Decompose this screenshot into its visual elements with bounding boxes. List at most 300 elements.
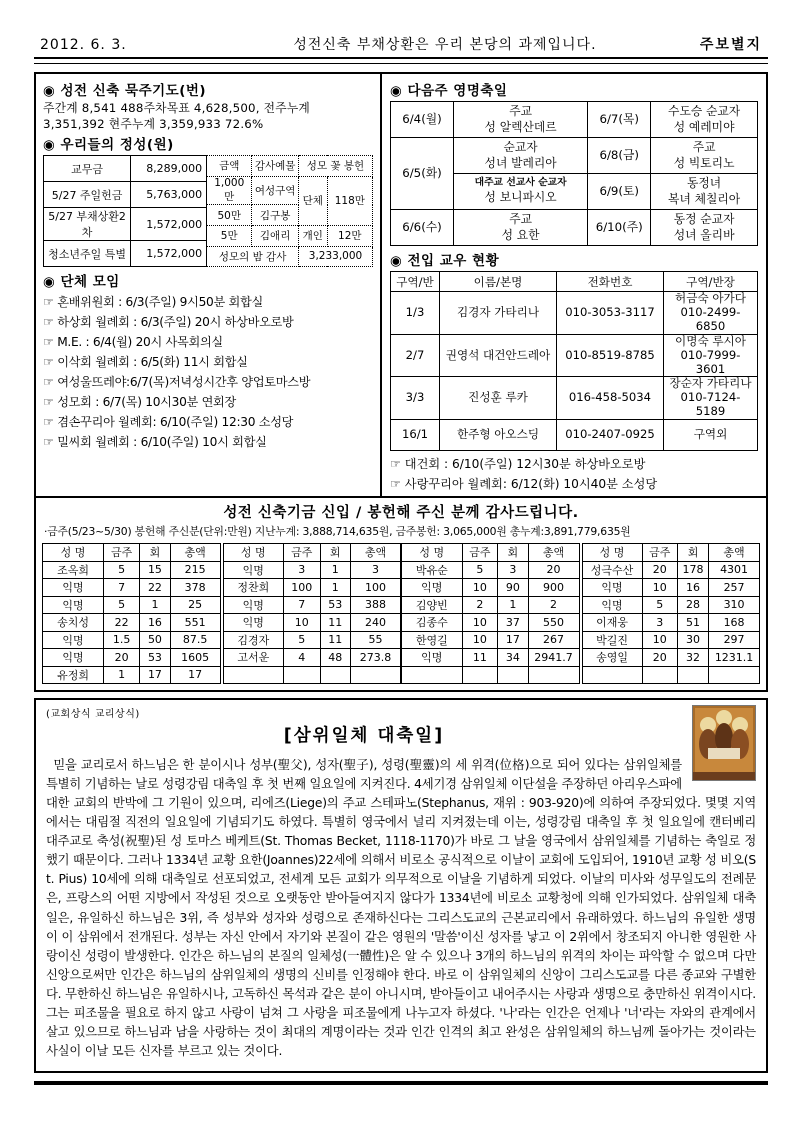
offering-table bbox=[43, 155, 207, 267]
meetings-list bbox=[43, 292, 373, 452]
leader-phone: 010-7999-3601 bbox=[680, 347, 741, 376]
header-rule bbox=[34, 63, 768, 64]
fund-row bbox=[223, 631, 401, 649]
col-total: 총액 bbox=[709, 544, 760, 562]
newcomers-title: ◉ 전입 교우 현황 bbox=[390, 253, 500, 269]
donor-count: 34 bbox=[498, 649, 528, 667]
saint-title: 주교 bbox=[509, 104, 533, 119]
donor-count: 22 bbox=[140, 579, 170, 597]
col-donor-name: 성 명 bbox=[43, 544, 104, 562]
newcomer-zone: 1/3 bbox=[391, 292, 440, 335]
newcomer-phone: 010-2407-0925 bbox=[557, 420, 664, 451]
feast-row bbox=[391, 210, 758, 246]
thanks-header-row bbox=[207, 156, 373, 177]
rosary-title: ◉ 성전 신축 묵주기도(번) bbox=[43, 83, 207, 99]
offering-amount: 5,763,000 bbox=[131, 182, 207, 208]
donor-name: 성극수산 bbox=[582, 561, 642, 579]
col-total: 총액 bbox=[170, 544, 220, 562]
col-count: 회 bbox=[320, 544, 350, 562]
page-header bbox=[34, 34, 768, 59]
donor-week: 3 bbox=[642, 614, 677, 632]
donor-name: 박길진 bbox=[582, 631, 642, 649]
leader-name: 허금숙 아가다 bbox=[675, 291, 746, 305]
donor-week bbox=[642, 666, 677, 684]
fund-row bbox=[402, 649, 580, 667]
fund-row bbox=[582, 631, 760, 649]
donor-count: 178 bbox=[677, 561, 708, 579]
meeting-item: ☞ 하상회 월례회 : 6/3(주일) 20시 하상바오로방 bbox=[43, 315, 294, 330]
leader-name: 장순자 가타리나 bbox=[669, 376, 752, 391]
col-leader: 구역/반장 bbox=[664, 272, 758, 292]
newcomer-zone: 3/3 bbox=[391, 377, 440, 420]
donor-count: 48 bbox=[320, 649, 350, 667]
feast-saint bbox=[651, 102, 758, 138]
fund-row bbox=[223, 666, 401, 684]
saint-name: 복녀 체칠리아 bbox=[668, 191, 741, 206]
donor-total: 2 bbox=[528, 596, 579, 614]
donor-week: 5 bbox=[104, 596, 140, 614]
feast-date: 6/10(주) bbox=[588, 210, 651, 246]
thanks-night-row bbox=[207, 246, 373, 267]
donor-total bbox=[528, 666, 579, 684]
trinity-icon-art bbox=[693, 706, 755, 780]
donor-week: 1.5 bbox=[104, 631, 140, 649]
saint-title: 순교자 bbox=[503, 140, 538, 155]
offering-tables bbox=[43, 155, 373, 267]
leader-name: 구역외 bbox=[693, 427, 728, 442]
newcomer-row bbox=[391, 334, 758, 377]
donor-week: 100 bbox=[284, 579, 320, 597]
newcomer-phone: 010-8519-8785 bbox=[557, 334, 664, 377]
newcomer-row bbox=[391, 292, 758, 335]
newcomer-leader bbox=[664, 420, 758, 451]
donor-name: 익명 bbox=[223, 614, 284, 632]
note-item: ☞ 대건회 : 6/10(주일) 12시30분 하상바오로방 bbox=[390, 457, 646, 472]
col-donor-name: 성 명 bbox=[582, 544, 642, 562]
offering-label: 교무금 bbox=[44, 156, 131, 182]
donor-count bbox=[498, 666, 528, 684]
donor-total: 20 bbox=[528, 561, 579, 579]
donor-name: 김종수 bbox=[402, 614, 463, 632]
donor-name: 조옥희 bbox=[43, 561, 104, 579]
donor-total: 215 bbox=[170, 561, 220, 579]
feast-saint bbox=[651, 174, 758, 210]
donor-count: 11 bbox=[320, 631, 350, 649]
meeting-item: ☞ 이삭회 월례회 : 6/5(화) 11시 회합실 bbox=[43, 355, 248, 370]
fund-row bbox=[582, 596, 760, 614]
donor-name: 익명 bbox=[402, 649, 463, 667]
donor-name: 익명 bbox=[43, 579, 104, 597]
offering-label: 5/27 부채상환2차 bbox=[44, 208, 131, 241]
saint-title: 수도승 순교자 bbox=[668, 104, 741, 119]
saint-name: 성 보니파시오 bbox=[484, 190, 557, 205]
newcomers-header-row bbox=[391, 272, 758, 292]
col-count: 회 bbox=[677, 544, 708, 562]
article-box bbox=[34, 698, 768, 1073]
donor-total: 551 bbox=[170, 614, 220, 632]
fund-row bbox=[402, 614, 580, 632]
donor-count: 1 bbox=[498, 596, 528, 614]
offering-title: ◉ 우리들의 정성(원) bbox=[43, 137, 174, 154]
donor-count: 90 bbox=[498, 579, 528, 597]
thanks-head-flower: 성모 꽃 봉헌 bbox=[299, 156, 373, 177]
donor-week: 10 bbox=[642, 579, 677, 597]
feast-title: ◉ 다음주 영명축일 bbox=[390, 83, 508, 99]
donor-name: 익명 bbox=[582, 579, 642, 597]
feast-date: 6/4(월) bbox=[391, 102, 454, 138]
fund-row bbox=[582, 579, 760, 597]
donor-count: 1 bbox=[320, 579, 350, 597]
donor-name: 송영일 bbox=[582, 649, 642, 667]
offering-row bbox=[44, 156, 207, 182]
donor-total: 378 bbox=[170, 579, 220, 597]
donor-count: 16 bbox=[677, 579, 708, 597]
donor-week: 7 bbox=[104, 579, 140, 597]
fund-title: 성전 신축기금 신입 / 봉헌해 주신 분께 감사드립니다. bbox=[223, 505, 579, 522]
fund-header-row bbox=[402, 544, 580, 562]
fund-tables bbox=[42, 543, 760, 684]
donor-total: 267 bbox=[528, 631, 579, 649]
donor-total: 257 bbox=[709, 579, 760, 597]
offering-row bbox=[44, 241, 207, 267]
thanks-amount: 50만 bbox=[207, 205, 252, 226]
saint-title: 동정녀 bbox=[687, 176, 722, 191]
notes-list bbox=[390, 454, 758, 494]
donor-week: 5 bbox=[284, 631, 320, 649]
feast-saint bbox=[454, 138, 588, 174]
newcomer-zone: 2/7 bbox=[391, 334, 440, 377]
donor-name: 익명 bbox=[223, 561, 284, 579]
issue-date: 2012. 6. 3. bbox=[40, 37, 127, 53]
fund-row bbox=[582, 561, 760, 579]
saint-name: 성녀 발레리아 bbox=[484, 155, 557, 170]
fund-row bbox=[402, 579, 580, 597]
col-week: 금주 bbox=[642, 544, 677, 562]
saint-title: 동정 순교자 bbox=[673, 212, 735, 227]
donor-total: 297 bbox=[709, 631, 760, 649]
donor-count: 37 bbox=[498, 614, 528, 632]
article-title: [삼위일체 대축일] bbox=[283, 726, 445, 747]
feast-date: 6/7(목) bbox=[588, 102, 651, 138]
feast-row bbox=[391, 138, 758, 174]
donor-total bbox=[709, 666, 760, 684]
meeting-item: ☞ M.E. : 6/4(월) 20시 사목회의실 bbox=[43, 335, 223, 350]
fund-table bbox=[223, 543, 402, 684]
donor-count: 17 bbox=[140, 666, 170, 684]
donor-count: 16 bbox=[140, 614, 170, 632]
donor-total: 550 bbox=[528, 614, 579, 632]
donor-name bbox=[402, 666, 463, 684]
thanks-head-gift: 감사예물 bbox=[252, 156, 299, 177]
article-body: 믿을 교리로서 하느님은 한 분이시나 성부(聖父), 성자(聖子), 성령(聖靈)의 세 위격(位格)으로 되어 있다는 삼위일체를 특별히 기념하는 날로 성령강림 대축일 후 첫 번째 일요일에 지켜진다. 4세기경 삼위일체 이단설을 주장하던 아리우스파에 대한 교회의 반박에 그 기원이 있으며, 리에즈(Liege)의 주교 스테파노(Stephanus, 재위 : 903-920)에 의하여 주장되었다. 몇몇 지역에서는 대림절 직전의 일요일에 기념되기도 하였다. 특별히 영국에서 널리 지켜졌는데 이는, 성령강림 대축일 후 첫 일요일에 캔터베리 대주교로 축성(祝聖)된 성 토마스 베케트(St. Thomas Becket, 1118-1170)가 바로 그 날을 영국에서 삼위일체를 기념하는 축일로 정했기 때문이다. 그러나 1334년 교황 요한(Joannes)22세에 의해서 비로소 공식적으로 이날이 교회에 도입되어, 1910년 교황 성 비오(St. Pius) 10세에 의해 대축일로 선포되었고, 전세계 모든 교회가 의무적으로 이날을 기념하게 되었다. 이날의 미사와 성무일도의 전례문은, 프랑스의 어떤 지방에서 작성된 것으로 오랫동안 받아들여지지 않다가 1334년에 비로소 교황청에 의해 인가되었다. 삼위일체 대축일은, 유일하신 하느님은 3위, 즉 성부와 성자와 성령으로 존재하신다는 그리스도교의 근본교리에서 유래하였다. 하느님의 유일한 생명이 이 삼위에서 전개된다. 성부는 자신 안에서 자기와 본질이 같은 영원의 '말씀'이신 성자를 낳고 이 2위에서 창조되지 아니한 영원한 사랑이신 성령이 발생한다. 인간은 하느님의 본질의 일체성(一體性)은 알 수 있으나 3개의 하느님의 위격의 차이는 파악할 수 없으며 다만 신앙으로써만 인간은 하느님의 삼위일체의 생명의 신비를 인정해야 한다. 바로 이 삼위일체의 신앙이 그리스도교를 다른 종교와 구별한다. 무한하신 하느님은 유일하시나, 고독하신 목석과 같은 분이 아니시며, 받아들이고 내어주시는 사랑과 생명으로 충만하신 위격이시다. 그는 피조물을 필요로 하지 않고 사랑이 넘쳐 그 사랑을 피조물에게 나누고자 하셨다. '나'라는 인간은 언제나 '너'라는 자와의 관계에서 살고 있으므로 하느님과 남을 사랑하는 것이 최대의 계명이라는 것과 인간 인격의 최고 완성은 삼위일체의 하느님께 돌아가는 것이라는 사실이 이날 모든 신자를 부르고 있는 것이다. bbox=[46, 758, 756, 1058]
leader-phone: 010-2499-6850 bbox=[680, 304, 741, 333]
leader-name: 이명숙 루시아 bbox=[675, 333, 746, 348]
col-donor-name: 성 명 bbox=[223, 544, 284, 562]
fund-table bbox=[42, 543, 221, 684]
col-week: 금주 bbox=[104, 544, 140, 562]
newcomer-row bbox=[391, 377, 758, 420]
newcomers-table bbox=[390, 271, 758, 451]
leader-phone: 010-7124-5189 bbox=[680, 390, 741, 419]
donor-total: 240 bbox=[350, 614, 400, 632]
col-week: 금주 bbox=[284, 544, 320, 562]
offering-amount: 1,572,000 bbox=[131, 208, 207, 241]
donor-count: 11 bbox=[320, 614, 350, 632]
donor-total: 55 bbox=[350, 631, 400, 649]
newcomer-leader bbox=[664, 377, 758, 420]
donor-total: 900 bbox=[528, 579, 579, 597]
donor-name: 고서운 bbox=[223, 649, 284, 667]
donor-total: 1231.1 bbox=[709, 649, 760, 667]
saint-title: 대주교 선교사 순교자 bbox=[474, 177, 567, 189]
fund-row bbox=[582, 614, 760, 632]
fund-row bbox=[223, 614, 401, 632]
offering-row bbox=[44, 208, 207, 241]
feast-saint bbox=[454, 210, 588, 246]
donor-week: 7 bbox=[284, 596, 320, 614]
donor-name: 익명 bbox=[43, 596, 104, 614]
donor-week: 5 bbox=[642, 596, 677, 614]
col-total: 총액 bbox=[528, 544, 579, 562]
donor-total: 3 bbox=[350, 561, 400, 579]
col-phone: 전화번호 bbox=[557, 272, 664, 292]
feast-table bbox=[390, 101, 758, 246]
saint-name: 성녀 올리바 bbox=[673, 227, 735, 242]
info-box bbox=[34, 72, 768, 498]
feast-date: 6/9(토) bbox=[588, 174, 651, 210]
donor-total: 310 bbox=[709, 596, 760, 614]
col-donor-name: 성 명 bbox=[402, 544, 463, 562]
donor-count: 32 bbox=[677, 649, 708, 667]
donor-name: 송치성 bbox=[43, 614, 104, 632]
donor-total: 388 bbox=[350, 596, 400, 614]
donor-count: 28 bbox=[677, 596, 708, 614]
donor-count: 30 bbox=[677, 631, 708, 649]
donor-week: 1 bbox=[104, 666, 140, 684]
saint-name: 성 예레미야 bbox=[673, 119, 735, 134]
donor-count: 1 bbox=[140, 596, 170, 614]
fund-row bbox=[582, 666, 760, 684]
donor-name: 이재웅 bbox=[582, 614, 642, 632]
fund-table bbox=[582, 543, 761, 684]
donor-week: 10 bbox=[284, 614, 320, 632]
donor-name: 익명 bbox=[43, 631, 104, 649]
thanks-giver: 여성구역 bbox=[252, 176, 299, 205]
donor-count bbox=[677, 666, 708, 684]
donor-week: 22 bbox=[104, 614, 140, 632]
newcomer-leader bbox=[664, 334, 758, 377]
donor-week bbox=[284, 666, 320, 684]
donor-name: 김양빈 bbox=[402, 596, 463, 614]
donor-name: 익명 bbox=[43, 649, 104, 667]
donor-total: 25 bbox=[170, 596, 220, 614]
donor-total bbox=[350, 666, 400, 684]
fund-row bbox=[43, 579, 221, 597]
newcomer-phone: 016-458-5034 bbox=[557, 377, 664, 420]
fund-header-row bbox=[223, 544, 401, 562]
meeting-item: ☞ 혼배위원회 : 6/3(주일) 9시50분 회합실 bbox=[43, 295, 263, 310]
fund-row bbox=[43, 666, 221, 684]
newcomer-name: 김경자 가타리나 bbox=[440, 292, 557, 335]
fund-box bbox=[34, 498, 768, 692]
thanks-giver: 김애리 bbox=[252, 225, 299, 246]
donor-week: 20 bbox=[642, 649, 677, 667]
fund-block-right bbox=[401, 543, 760, 684]
donor-count: 17 bbox=[498, 631, 528, 649]
donor-name: 박유순 bbox=[402, 561, 463, 579]
donor-week: 10 bbox=[462, 579, 498, 597]
thanks-offering-table bbox=[206, 155, 373, 267]
saint-title: 주교 bbox=[509, 212, 533, 227]
fund-row bbox=[582, 649, 760, 667]
saint-name: 성 알렉산데르 bbox=[484, 119, 557, 134]
flower-person-amount: 12만 bbox=[327, 225, 372, 246]
donor-name: 한영길 bbox=[402, 631, 463, 649]
fund-row bbox=[43, 561, 221, 579]
donor-name: 유정희 bbox=[43, 666, 104, 684]
saint-name: 성 빅토리노 bbox=[673, 155, 735, 170]
donor-week: 3 bbox=[284, 561, 320, 579]
fund-row bbox=[402, 561, 580, 579]
fund-row bbox=[223, 579, 401, 597]
fund-block-left bbox=[42, 543, 401, 684]
thanks-giver: 김구봉 bbox=[252, 205, 299, 226]
night-label: 성모의 밤 감사 bbox=[207, 246, 299, 267]
offering-amount: 8,289,000 bbox=[131, 156, 207, 182]
newcomer-name: 한주형 아오스딩 bbox=[440, 420, 557, 451]
left-column bbox=[36, 74, 380, 496]
offering-row bbox=[44, 182, 207, 208]
donor-week bbox=[462, 666, 498, 684]
donor-total: 17 bbox=[170, 666, 220, 684]
donor-count: 1 bbox=[320, 561, 350, 579]
offering-label: 청소년주일 특별 bbox=[44, 241, 131, 267]
right-column bbox=[380, 74, 766, 496]
saint-name: 성 요한 bbox=[501, 227, 540, 242]
donor-week: 10 bbox=[462, 614, 498, 632]
fund-row bbox=[43, 596, 221, 614]
donor-name bbox=[223, 666, 284, 684]
meetings-title: ◉ 단체 모임 bbox=[43, 274, 120, 291]
col-zone: 구역/반 bbox=[391, 272, 440, 292]
donor-name: 익명 bbox=[402, 579, 463, 597]
donor-count: 3 bbox=[498, 561, 528, 579]
newcomer-zone: 16/1 bbox=[391, 420, 440, 451]
meeting-item: ☞ 겸손꾸리아 월례회: 6/10(주일) 12:30 소성당 bbox=[43, 415, 294, 430]
saint-title: 주교 bbox=[692, 140, 716, 155]
thanks-row bbox=[207, 176, 373, 205]
fund-row bbox=[223, 596, 401, 614]
newcomer-row bbox=[391, 420, 758, 451]
note-item: ☞ 사랑꾸리아 월례회: 6/12(화) 10시40분 소성당 bbox=[390, 477, 658, 492]
fund-row bbox=[43, 614, 221, 632]
donor-week: 20 bbox=[642, 561, 677, 579]
fund-row bbox=[43, 649, 221, 667]
bottom-rule bbox=[34, 1081, 768, 1085]
donor-week: 2 bbox=[462, 596, 498, 614]
fund-subtitle: ·금주(5/23~5/30) 봉헌해 주신분(단위:만원) 지난누계: 3,888,714,635원, 금주봉헌: 3,065,000원 총누계:3,891,779,635원 bbox=[44, 525, 631, 539]
flower-group-label: 단체 bbox=[299, 176, 328, 225]
donor-total: 100 bbox=[350, 579, 400, 597]
thanks-amount: 5만 bbox=[207, 225, 252, 246]
donor-count: 53 bbox=[140, 649, 170, 667]
header-slogan: 성전신축 부채상환은 우리 본당의 과제입니다. bbox=[293, 37, 597, 53]
feast-date: 6/6(수) bbox=[391, 210, 454, 246]
newcomer-name: 진성훈 루카 bbox=[440, 377, 557, 420]
donor-count: 53 bbox=[320, 596, 350, 614]
donor-name: 익명 bbox=[223, 596, 284, 614]
col-count: 회 bbox=[140, 544, 170, 562]
donor-total: 273.8 bbox=[350, 649, 400, 667]
donor-count: 50 bbox=[140, 631, 170, 649]
flower-group-amount: 118만 bbox=[327, 176, 372, 225]
fund-row bbox=[402, 666, 580, 684]
thanks-row bbox=[207, 225, 373, 246]
meeting-item: ☞ 밀씨회 월례회 : 6/10(주일) 10시 회합실 bbox=[43, 435, 267, 450]
meeting-item: ☞ 성모회 : 6/7(목) 10시30분 연회장 bbox=[43, 395, 237, 410]
donor-count: 15 bbox=[140, 561, 170, 579]
feast-date: 6/5(화) bbox=[391, 138, 454, 210]
donor-week: 5 bbox=[462, 561, 498, 579]
offering-amount: 1,572,000 bbox=[131, 241, 207, 267]
donor-total: 168 bbox=[709, 614, 760, 632]
feast-saint bbox=[651, 138, 758, 174]
newcomer-phone: 010-3053-3117 bbox=[557, 292, 664, 335]
fund-row bbox=[402, 631, 580, 649]
fund-header-row bbox=[582, 544, 760, 562]
offering-label: 5/27 주일헌금 bbox=[44, 182, 131, 208]
donor-count: 51 bbox=[677, 614, 708, 632]
donor-total: 2941.7 bbox=[528, 649, 579, 667]
feast-row bbox=[391, 102, 758, 138]
donor-count bbox=[320, 666, 350, 684]
bulletin-label: 주보별지 bbox=[699, 37, 762, 53]
donor-total: 1605 bbox=[170, 649, 220, 667]
donor-total: 87.5 bbox=[170, 631, 220, 649]
feast-saint bbox=[454, 102, 588, 138]
feast-saint bbox=[454, 174, 588, 210]
donor-week: 10 bbox=[462, 631, 498, 649]
thanks-amount: 1,000만 bbox=[207, 176, 252, 205]
fund-row bbox=[223, 649, 401, 667]
fund-row bbox=[43, 631, 221, 649]
donor-week: 20 bbox=[104, 649, 140, 667]
thanks-head-amount: 금액 bbox=[207, 156, 252, 177]
donor-name: 정찬희 bbox=[223, 579, 284, 597]
feast-date: 6/8(금) bbox=[588, 138, 651, 174]
newcomer-leader bbox=[664, 292, 758, 335]
donor-total: 4301 bbox=[709, 561, 760, 579]
col-count: 회 bbox=[498, 544, 528, 562]
col-total: 총액 bbox=[350, 544, 400, 562]
donor-week: 5 bbox=[104, 561, 140, 579]
donor-week: 11 bbox=[462, 649, 498, 667]
meeting-item: ☞ 여성울뜨레야:6/7(목)저녁성시간후 양업토마스방 bbox=[43, 375, 311, 390]
article-kicker: (교회상식 교리상식) bbox=[46, 709, 140, 721]
feast-saint bbox=[651, 210, 758, 246]
fund-header-row bbox=[43, 544, 221, 562]
donor-name: 김경자 bbox=[223, 631, 284, 649]
col-week: 금주 bbox=[462, 544, 498, 562]
fund-row bbox=[223, 561, 401, 579]
fund-row bbox=[402, 596, 580, 614]
rosary-stats: 주간계 8,541 488주차목표 4,628,500, 전주누계 3,351,392 현주누계 3,359,933 72.6% bbox=[43, 101, 311, 131]
flower-person-label: 개인 bbox=[299, 225, 328, 246]
night-amount: 3,233,000 bbox=[299, 246, 373, 267]
donor-week: 4 bbox=[284, 649, 320, 667]
donor-name bbox=[582, 666, 642, 684]
donor-name: 익명 bbox=[582, 596, 642, 614]
